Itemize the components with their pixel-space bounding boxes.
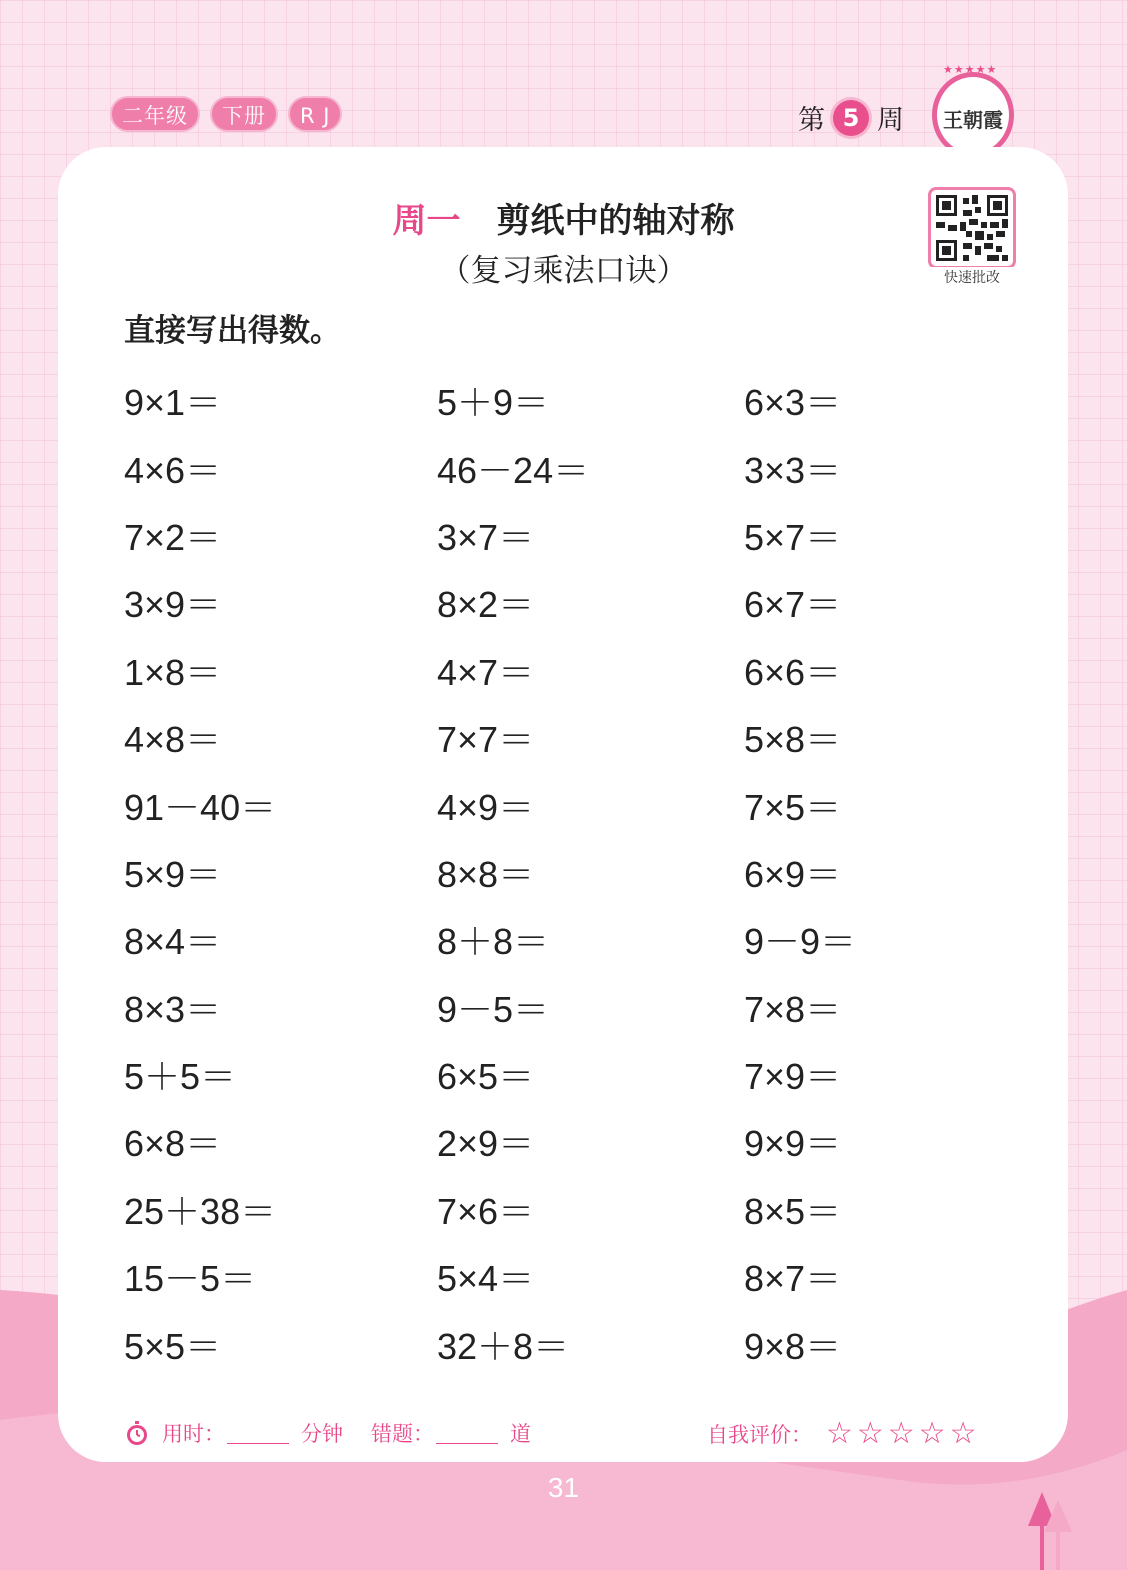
problem: 9×9＝: [744, 1123, 842, 1165]
problem: 5＋9＝: [437, 382, 550, 424]
problem: 6×8＝: [124, 1123, 222, 1165]
errors-unit: 道: [510, 1422, 531, 1446]
problem: 8×3＝: [124, 988, 222, 1030]
problem-grid: [124, 367, 944, 1378]
problem: 32＋8＝: [437, 1325, 570, 1367]
problem: 91－40＝: [124, 786, 277, 828]
problem-row: [124, 1243, 944, 1310]
problem: 8＋8＝: [437, 921, 550, 963]
problem: 7×5＝: [744, 786, 842, 828]
week-suffix: 周: [877, 105, 904, 136]
self-eval-label: 自我评价：: [707, 1422, 812, 1447]
problem: 9－9＝: [744, 921, 857, 963]
problem-row: [124, 502, 944, 569]
problem: 6×5＝: [437, 1056, 535, 1098]
problem-row: [124, 906, 944, 973]
problem: 7×2＝: [124, 516, 222, 558]
problem: 6×9＝: [744, 853, 842, 895]
problem-row: [124, 839, 944, 906]
problem: 9×1＝: [124, 382, 222, 424]
problem: 6×6＝: [744, 651, 842, 693]
problem-row: [124, 1041, 944, 1108]
problem: 1×8＝: [124, 651, 222, 693]
problem-row: [124, 367, 944, 434]
week-prefix: 第: [798, 105, 825, 136]
problem: 5＋5＝: [124, 1056, 237, 1098]
qr-label: 快速批改: [928, 267, 1016, 287]
time-input-blank[interactable]: [227, 1422, 289, 1444]
problem-row: [124, 1108, 944, 1175]
problem-row: [124, 569, 944, 636]
problem: 7×6＝: [437, 1190, 535, 1232]
problem: 8×7＝: [744, 1258, 842, 1300]
problem: 6×3＝: [744, 382, 842, 424]
problem: 4×6＝: [124, 449, 222, 491]
problem: 9－5＝: [437, 988, 550, 1030]
problem: 7×7＝: [437, 719, 535, 761]
instruction: 直接写出得数。: [124, 313, 341, 349]
problem-row: [124, 434, 944, 501]
problem: 8×2＝: [437, 584, 535, 626]
errors-input-blank[interactable]: [436, 1422, 498, 1444]
problem: 2×9＝: [437, 1123, 535, 1165]
time-label: 用时：: [162, 1422, 225, 1446]
problem: 46－24＝: [437, 449, 590, 491]
problem: 15－5＝: [124, 1258, 257, 1300]
qr-block: [928, 187, 1016, 286]
day-label: 周一: [392, 201, 461, 241]
book-tags: [110, 96, 342, 132]
problem-row: [124, 974, 944, 1041]
problem: 8×4＝: [124, 921, 222, 963]
problem: 4×8＝: [124, 719, 222, 761]
problem: 5×4＝: [437, 1258, 535, 1300]
problem: 25＋38＝: [124, 1190, 277, 1232]
week-indicator: [798, 98, 904, 137]
problem: 9×8＝: [744, 1325, 842, 1367]
logo-text: 王朝霞: [943, 107, 1003, 132]
problem-row: [124, 704, 944, 771]
problem: 4×7＝: [437, 651, 535, 693]
problem-row: [124, 637, 944, 704]
time-unit: 分钟: [301, 1422, 343, 1446]
self-evaluation: [707, 1416, 980, 1451]
page-number: 31: [547, 1472, 580, 1503]
problem: 8×8＝: [437, 853, 535, 895]
edition-tag: R J: [288, 96, 342, 132]
problem: 6×7＝: [744, 584, 842, 626]
problem-row: [124, 771, 944, 838]
topic-label: 剪纸中的轴对称: [496, 201, 735, 241]
errors-label: 错题：: [371, 1422, 434, 1446]
star-rating-icon[interactable]: ☆☆☆☆☆: [826, 1416, 981, 1451]
time-tracker: [124, 1418, 531, 1448]
problem: 5×5＝: [124, 1325, 222, 1367]
problem-row: [124, 1310, 944, 1377]
arrow-decoration-icon: [1028, 1492, 1076, 1570]
qr-code-icon: [928, 187, 1016, 269]
problem: 5×7＝: [744, 516, 842, 558]
problem: 7×9＝: [744, 1056, 842, 1098]
stopwatch-icon: [124, 1420, 150, 1446]
problem: 7×8＝: [744, 988, 842, 1030]
problem: 4×9＝: [437, 786, 535, 828]
problem: 5×8＝: [744, 719, 842, 761]
brand-logo: [932, 63, 1014, 158]
page-subtitle: （复习乘法口诀）: [439, 253, 688, 289]
problem: 8×5＝: [744, 1190, 842, 1232]
problem: 3×9＝: [124, 584, 222, 626]
volume-tag: 下册: [210, 96, 278, 132]
problem: 3×3＝: [744, 449, 842, 491]
logo-stars-icon: ★★★★★: [943, 63, 998, 76]
week-number: 5: [833, 100, 869, 136]
problem-row: [124, 1176, 944, 1243]
problem: 5×9＝: [124, 853, 222, 895]
problem: 3×7＝: [437, 516, 535, 558]
grade-tag: 二年级: [110, 96, 200, 132]
